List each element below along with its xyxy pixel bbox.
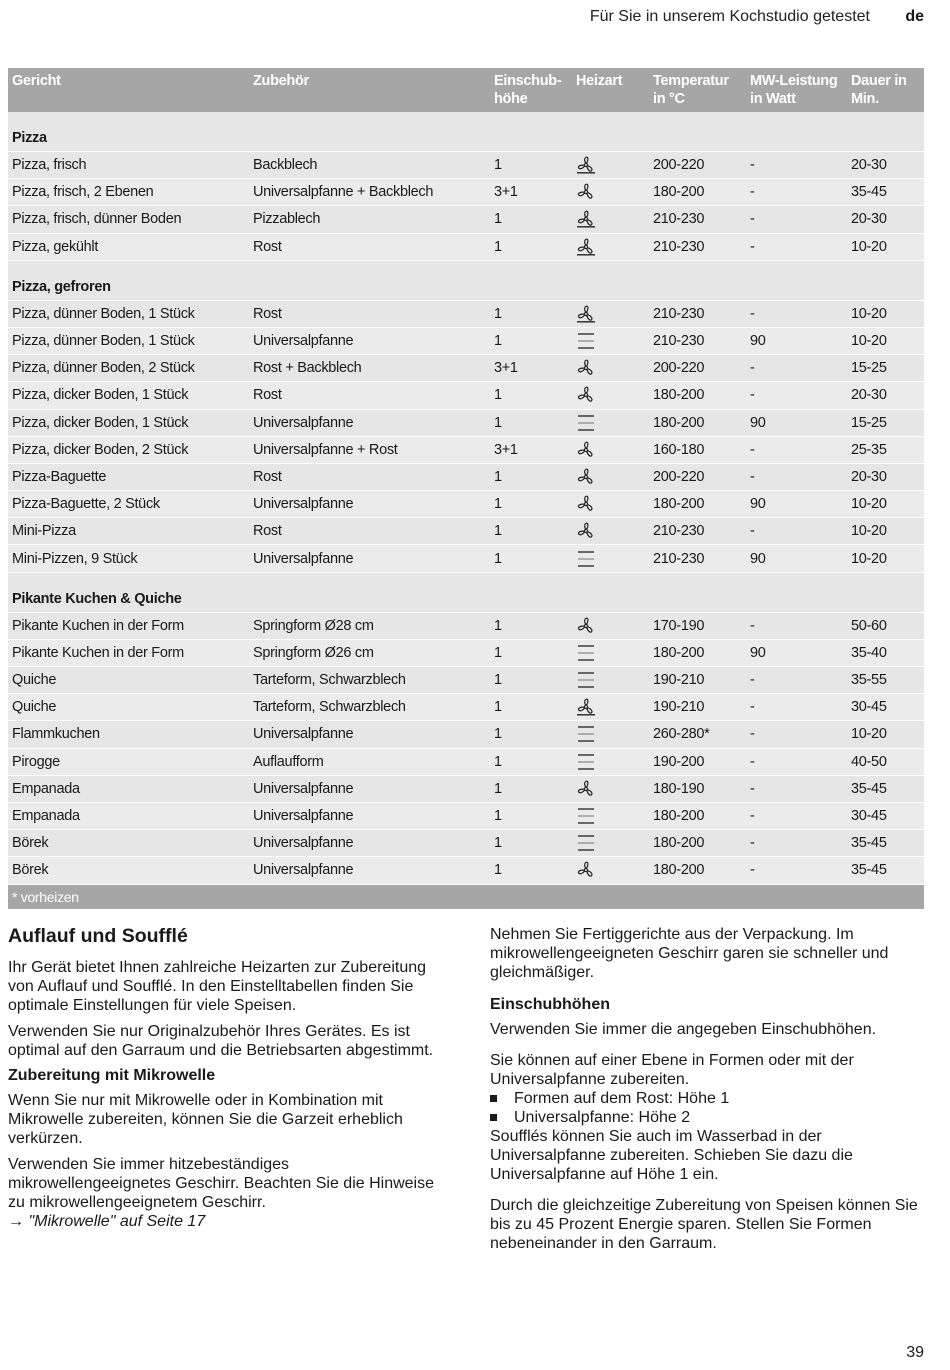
duration-cell: 35-45 [847,857,924,884]
duration-cell: 30-45 [847,694,924,721]
level-cell: 1 [490,491,572,518]
accessory-cell: Universalpfanne + Rost [249,436,490,463]
level-cell: 1 [490,748,572,775]
list-item [490,1108,930,1127]
duration-cell: 35-45 [847,775,924,802]
heating-mode-cell [572,382,649,409]
microwave-power-cell: 90 [746,327,847,354]
fan-ring-heating-icon [576,305,596,323]
level-cell: 1 [490,463,572,490]
fan-heating-icon [576,468,596,486]
fan-heating-icon [576,780,596,798]
dish-cell: Empanada [8,802,249,829]
subheading: Zubereitung mit Mikrowelle [8,1067,216,1084]
bullet-list [490,1089,930,1127]
level-cell: 1 [490,721,572,748]
temperature-cell: 180-200 [649,802,746,829]
table-header-row [8,68,924,112]
dish-cell: Pizza, frisch, dünner Boden [8,206,249,233]
level-cell: 3+1 [490,179,572,206]
microwave-power-cell: - [746,355,847,382]
accessory-cell: Springform Ø26 cm [249,639,490,666]
accessory-cell: Universalpfanne [249,545,490,572]
level-cell: 1 [490,409,572,436]
microwave-power-cell: - [746,179,847,206]
accessory-cell: Rost [249,463,490,490]
accessory-cell: Springform Ø28 cm [249,612,490,639]
microwave-power-cell: 90 [746,491,847,518]
duration-cell: 10-20 [847,545,924,572]
heating-mode-cell [572,545,649,572]
duration-cell: 35-55 [847,667,924,694]
accessory-cell: Tarteform, Schwarzblech [249,694,490,721]
table-row [8,300,924,327]
temperature-cell: 200-220 [649,152,746,179]
duration-cell: 10-20 [847,233,924,260]
dish-cell: Pizza, dicker Boden, 1 Stück [8,409,249,436]
level-cell: 1 [490,300,572,327]
duration-cell: 50-60 [847,612,924,639]
microwave-power-cell: - [746,667,847,694]
heating-mode-cell [572,233,649,260]
dish-cell: Mini-Pizzen, 9 Stück [8,545,249,572]
accessory-cell: Rost [249,233,490,260]
microwave-power-cell: - [746,802,847,829]
heating-mode-cell [572,802,649,829]
heating-mode-cell [572,748,649,775]
top-bottom-heating-icon [576,725,596,743]
duration-cell: 25-35 [847,436,924,463]
microwave-power-cell: 90 [746,409,847,436]
temperature-cell: 180-200 [649,830,746,857]
paragraph: Durch die gleichzeitige Zubereitung von Speisen können Sie bis zu 45 Prozent Energie sparen. Stellen Sie Formen nebeneinander in den Garraum. [490,1197,918,1252]
right-text-column [490,925,930,1260]
temperature-cell: 200-220 [649,463,746,490]
temperature-cell: 260-280* [649,721,746,748]
dish-cell: Pizza, dünner Boden, 1 Stück [8,327,249,354]
top-bottom-heating-icon [576,550,596,568]
list-item-text: Formen auf dem Rost: Höhe 1 [514,1090,730,1107]
fan-ring-heating-icon [576,238,596,256]
accessory-cell: Rost [249,300,490,327]
table-row [8,152,924,179]
dish-cell: Börek [8,830,249,857]
top-bottom-heating-icon [576,414,596,432]
accessory-cell: Universalpfanne [249,491,490,518]
microwave-power-cell: - [746,748,847,775]
level-cell: 1 [490,206,572,233]
list-item-text: Universalpfanne: Höhe 2 [514,1109,691,1126]
section-heading: Auflauf und Soufflé [8,925,188,947]
duration-cell: 35-45 [847,830,924,857]
fan-heating-icon [576,359,596,377]
header-title: Für Sie in unserem Kochstudio getestet [589,8,870,25]
table-row [8,518,924,545]
paragraph: Ihr Gerät bietet Ihnen zahlreiche Heizarten zur Zubereitung von Auflauf und Soufflé. In den Einstelltabellen finden Sie optimale Einstellungen für viele Speisen. [8,959,427,1014]
temperature-cell: 210-230 [649,233,746,260]
table-row [8,545,924,572]
microwave-power-cell: - [746,382,847,409]
left-text-column [8,925,448,1238]
table-section-row [8,260,924,300]
accessory-cell: Rost + Backblech [249,355,490,382]
temperature-cell: 210-230 [649,518,746,545]
paragraph [8,1155,448,1231]
table-row [8,775,924,802]
heating-mode-cell [572,857,649,884]
table-body [8,112,924,909]
microwave-power-cell: - [746,830,847,857]
table-section-row [8,572,924,612]
duration-cell: 20-30 [847,382,924,409]
heating-mode-cell [572,639,649,666]
microwave-power-cell: - [746,436,847,463]
duration-cell: 35-40 [847,639,924,666]
temperature-cell: 200-220 [649,355,746,382]
microwave-power-cell: - [746,518,847,545]
table-row [8,179,924,206]
paragraph: Nehmen Sie Fertiggerichte aus der Verpackung. Im mikrowellengeeigneten Geschirr garen sie schneller und gleichmäßiger. [490,926,889,981]
table-section-row [8,112,924,152]
dish-cell: Pizza, dicker Boden, 1 Stück [8,382,249,409]
paragraph: Wenn Sie nur mit Mikrowelle oder in Kombination mit Mikrowelle zubereiten, können Sie die Garzeit erheblich verkürzen. [8,1092,403,1147]
heating-mode-cell [572,355,649,382]
heating-mode-cell [572,463,649,490]
fan-heating-icon [576,495,596,513]
dish-cell: Flammkuchen [8,721,249,748]
dish-cell: Pizza, frisch, 2 Ebenen [8,179,249,206]
page-reference-link[interactable]: → "Mikrowelle" auf Seite 17 [8,1213,206,1230]
level-cell: 1 [490,694,572,721]
duration-cell: 20-30 [847,463,924,490]
column-header: Zubehör [249,68,490,112]
accessory-cell: Pizzablech [249,206,490,233]
temperature-cell: 180-200 [649,179,746,206]
level-cell: 1 [490,775,572,802]
microwave-power-cell: - [746,857,847,884]
microwave-power-cell: - [746,463,847,490]
temperature-cell: 180-200 [649,639,746,666]
heating-mode-cell [572,830,649,857]
heating-mode-cell [572,694,649,721]
table-row [8,748,924,775]
footnote: * vorheizen [8,884,924,909]
top-bottom-heating-icon [576,332,596,350]
fan-ring-heating-icon [576,210,596,228]
level-cell: 1 [490,830,572,857]
microwave-power-cell: 90 [746,545,847,572]
accessory-cell: Rost [249,382,490,409]
temperature-cell: 180-200 [649,382,746,409]
dish-cell: Pizza, dünner Boden, 2 Stück [8,355,249,382]
temperature-cell: 190-200 [649,748,746,775]
table-row [8,857,924,884]
accessory-cell: Universalpfanne [249,857,490,884]
microwave-power-cell: 90 [746,639,847,666]
accessory-cell: Universalpfanne + Backblech [249,179,490,206]
level-cell: 1 [490,518,572,545]
heating-mode-cell [572,491,649,518]
language-code: de [905,8,924,25]
level-cell: 1 [490,612,572,639]
table-row [8,721,924,748]
microwave-power-cell: - [746,300,847,327]
page-number: 39 [906,1344,924,1361]
microwave-power-cell: - [746,694,847,721]
section-title: Pikante Kuchen & Quiche [8,572,924,612]
microwave-power-cell: - [746,721,847,748]
accessory-cell: Auflaufform [249,748,490,775]
table-footnote-row [8,884,924,909]
temperature-cell: 180-190 [649,775,746,802]
level-cell: 3+1 [490,355,572,382]
fan-ring-heating-icon [576,698,596,716]
paragraph: Sie können auf einer Ebene in Formen oder mit der Universalpfanne zubereiten. [490,1052,854,1088]
table-row [8,667,924,694]
top-bottom-heating-icon [576,834,596,852]
top-bottom-heating-icon [576,671,596,689]
column-header: MW-Leistung in Watt [746,68,847,112]
duration-cell: 10-20 [847,300,924,327]
heating-mode-cell [572,300,649,327]
fan-heating-icon [576,441,596,459]
column-header: Dauer in Min. [847,68,924,112]
duration-cell: 10-20 [847,327,924,354]
table-row [8,382,924,409]
fan-heating-icon [576,861,596,879]
column-header: Heizart [572,68,649,112]
table-row [8,206,924,233]
table-row [8,830,924,857]
temperature-cell: 170-190 [649,612,746,639]
accessory-cell: Universalpfanne [249,775,490,802]
table-row [8,327,924,354]
heating-mode-cell [572,518,649,545]
duration-cell: 20-30 [847,206,924,233]
subheading: Einschubhöhen [490,996,610,1013]
level-cell: 1 [490,639,572,666]
level-cell: 1 [490,545,572,572]
fan-heating-icon [576,522,596,540]
dish-cell: Quiche [8,694,249,721]
dish-cell: Pikante Kuchen in der Form [8,612,249,639]
column-header: Temperatur in °C [649,68,746,112]
accessory-cell: Universalpfanne [249,802,490,829]
microwave-power-cell: - [746,775,847,802]
level-cell: 1 [490,667,572,694]
table-row [8,355,924,382]
duration-cell: 10-20 [847,518,924,545]
fan-ring-heating-icon [576,156,596,174]
column-header: Einschub-höhe [490,68,572,112]
temperature-cell: 210-230 [649,206,746,233]
dish-cell: Empanada [8,775,249,802]
table-row [8,463,924,490]
dish-cell: Börek [8,857,249,884]
table-row [8,233,924,260]
table-row [8,436,924,463]
list-item [490,1089,930,1108]
top-bottom-heating-icon [576,644,596,662]
dish-cell: Pizza, gekühlt [8,233,249,260]
accessory-cell: Tarteform, Schwarzblech [249,667,490,694]
microwave-power-cell: - [746,152,847,179]
dish-cell: Pizza-Baguette, 2 Stück [8,491,249,518]
fan-heating-icon [576,183,596,201]
dish-cell: Pizza-Baguette [8,463,249,490]
heating-mode-cell [572,612,649,639]
heating-mode-cell [572,775,649,802]
microwave-power-cell: - [746,206,847,233]
section-title: Pizza, gefroren [8,260,924,300]
heating-mode-cell [572,409,649,436]
fan-heating-icon [576,617,596,635]
top-bottom-heating-icon [576,807,596,825]
square-bullet-icon [490,1095,497,1102]
heating-mode-cell [572,721,649,748]
table-row [8,491,924,518]
temperature-cell: 210-230 [649,545,746,572]
heating-mode-cell [572,179,649,206]
column-header: Gericht [8,68,249,112]
dish-cell: Pirogge [8,748,249,775]
table-row [8,639,924,666]
dish-cell: Pizza, dicker Boden, 2 Stück [8,436,249,463]
cooking-table [8,68,924,910]
paragraph: Verwenden Sie immer die angegeben Einschubhöhen. [490,1021,877,1038]
section-title: Pizza [8,112,924,152]
accessory-cell: Universalpfanne [249,409,490,436]
dish-cell: Mini-Pizza [8,518,249,545]
temperature-cell: 160-180 [649,436,746,463]
paragraph-text: Verwenden Sie immer hitzebeständiges mikrowellengeeignetes Geschirr. Beachten Sie die Hinweise zu mikrowellengeeignetem Geschirr. [8,1156,434,1211]
accessory-cell: Rost [249,518,490,545]
table-row [8,612,924,639]
duration-cell: 15-25 [847,409,924,436]
table-row [8,694,924,721]
level-cell: 1 [490,857,572,884]
level-cell: 1 [490,382,572,409]
level-cell: 1 [490,233,572,260]
dish-cell: Pizza, frisch [8,152,249,179]
temperature-cell: 180-200 [649,857,746,884]
temperature-cell: 190-210 [649,667,746,694]
top-bottom-heating-icon [576,753,596,771]
duration-cell: 10-20 [847,491,924,518]
square-bullet-icon [490,1114,497,1121]
accessory-cell: Universalpfanne [249,327,490,354]
dish-cell: Quiche [8,667,249,694]
heating-mode-cell [572,667,649,694]
duration-cell: 35-45 [847,179,924,206]
heating-mode-cell [572,436,649,463]
temperature-cell: 190-210 [649,694,746,721]
temperature-cell: 180-200 [649,491,746,518]
dish-cell: Pikante Kuchen in der Form [8,639,249,666]
duration-cell: 40-50 [847,748,924,775]
duration-cell: 20-30 [847,152,924,179]
duration-cell: 15-25 [847,355,924,382]
paragraph: Soufflés können Sie auch im Wasserbad in der Universalpfanne zubereiten. Schieben Sie dazu die Universalpfanne auf Höhe 1 ein. [490,1128,853,1183]
heating-mode-cell [572,206,649,233]
accessory-cell: Universalpfanne [249,830,490,857]
temperature-cell: 210-230 [649,300,746,327]
temperature-cell: 210-230 [649,327,746,354]
paragraph: Verwenden Sie nur Originalzubehör Ihres Gerätes. Es ist optimal auf den Garraum und die Betriebsarten abgestimmt. [8,1023,434,1059]
level-cell: 1 [490,802,572,829]
table-row [8,409,924,436]
heating-mode-cell [572,327,649,354]
fan-heating-icon [576,386,596,404]
microwave-power-cell: - [746,612,847,639]
accessory-cell: Backblech [249,152,490,179]
level-cell: 1 [490,327,572,354]
dish-cell: Pizza, dünner Boden, 1 Stück [8,300,249,327]
level-cell: 1 [490,152,572,179]
temperature-cell: 180-200 [649,409,746,436]
heating-mode-cell [572,152,649,179]
accessory-cell: Universalpfanne [249,721,490,748]
level-cell: 3+1 [490,436,572,463]
microwave-power-cell: - [746,233,847,260]
cooking-table-container [8,68,924,910]
duration-cell: 30-45 [847,802,924,829]
table-row [8,802,924,829]
duration-cell: 10-20 [847,721,924,748]
page-header [0,8,950,30]
